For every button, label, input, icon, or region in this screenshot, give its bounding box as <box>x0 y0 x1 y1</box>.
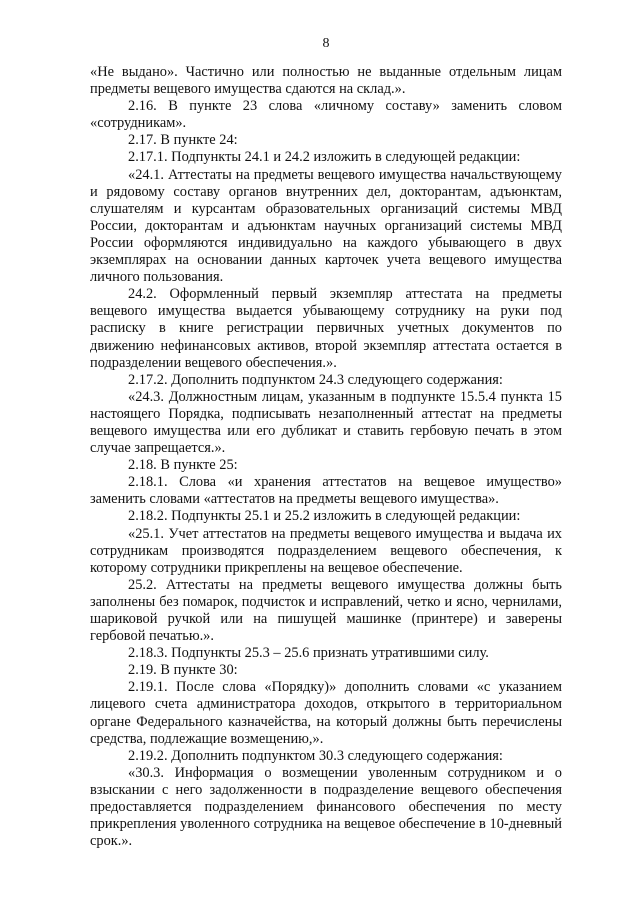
paragraph: 2.18.2. Подпункты 25.1 и 25.2 изложить в следующей редакции: <box>128 508 521 525</box>
paragraph: «24.1. Аттестаты на предметы вещевого имущества начальствующему и рядовому составу органов внутренних дел, докторантам, адъюнктам, слушателям и курсантам образовательных организаций системы МВД России, докторантам и адъюнктам научных организаций системы МВД России оформляются индивидуально на каждого убывающего в двух экземплярах на основании данных карточек учета вещевого имущества личного пользования. <box>90 166 562 286</box>
paragraph: «24.3. Должностным лицам, указанным в подпункте 15.5.4 пункта 15 настоящего Порядка, подписывать незаполненный аттестат на предметы вещевого имущества или его дубликат и ставить гербовую печать в этом случае запрещается.». <box>90 388 562 457</box>
document-body <box>90 64 562 850</box>
paragraph: 2.19.1. После слова «Порядку)» дополнить словами «с указанием лицевого счета администратора доходов, открытого в территориальном органе Федерального казначейства, на который должны быть перечислены средства, подлежащие возмещению,». <box>90 679 562 747</box>
paragraph: 2.18.3. Подпункты 25.3 – 25.6 признать утратившими силу. <box>128 645 489 662</box>
page-number: 8 <box>322 36 330 51</box>
paragraph: 2.19. В пункте 30: <box>128 662 238 679</box>
paragraph: 2.17.2. Дополнить подпунктом 24.3 следующего содержания: <box>128 371 503 388</box>
paragraph: 2.17.1. Подпункты 24.1 и 24.2 изложить в следующей редакции: <box>128 149 521 166</box>
paragraph: 2.18.1. Слова «и хранения аттестатов на вещевое имущество» заменить словами «аттестатов на предметы вещевого имущества». <box>90 474 562 508</box>
paragraph: «Не выдано». Частично или полностью не выданные отдельным лицам предметы вещевого имущества сдаются на склад.». <box>90 64 562 98</box>
paragraph: 2.17. В пункте 24: <box>128 132 238 149</box>
paragraph: «25.1. Учет аттестатов на предметы вещевого имущества и выдача их сотрудникам производятся подразделением вещевого обеспечения, к которому сотрудники прикреплены на вещевое обеспечение. <box>90 525 562 576</box>
paragraph: 2.19.2. Дополнить подпунктом 30.3 следующего содержания: <box>128 747 503 764</box>
paragraph: 2.18. В пункте 25: <box>128 457 238 474</box>
paragraph: 25.2. Аттестаты на предметы вещевого имущества должны быть заполнены без помарок, подчисток и исправлений, четко и ясно, чернилами, шариковой ручкой или на пишущей машинке (принтере) и заверены гербовой печатью.». <box>90 576 562 645</box>
paragraph: «30.3. Информация о возмещении уволенным сотрудником и о взыскании с него задолженности в подразделение вещевого обеспечения предоставляется подразделением финансового обеспечения по месту прикрепления уволенного сотрудника на вещевое обеспечение в 10-дневный срок.». <box>90 764 562 850</box>
paragraph: 24.2. Оформленный первый экземпляр аттестата на предметы вещевого имущества выдается убывающему сотруднику на руки под расписку в книге регистрации первичных учетных документов по движению нефинансовых активов, второй экземпляр аттестата остается в подразделении вещевого обеспечения.». <box>90 286 562 371</box>
paragraph: 2.16. В пункте 23 слова «личному составу» заменить словом «сотрудникам». <box>90 98 562 132</box>
